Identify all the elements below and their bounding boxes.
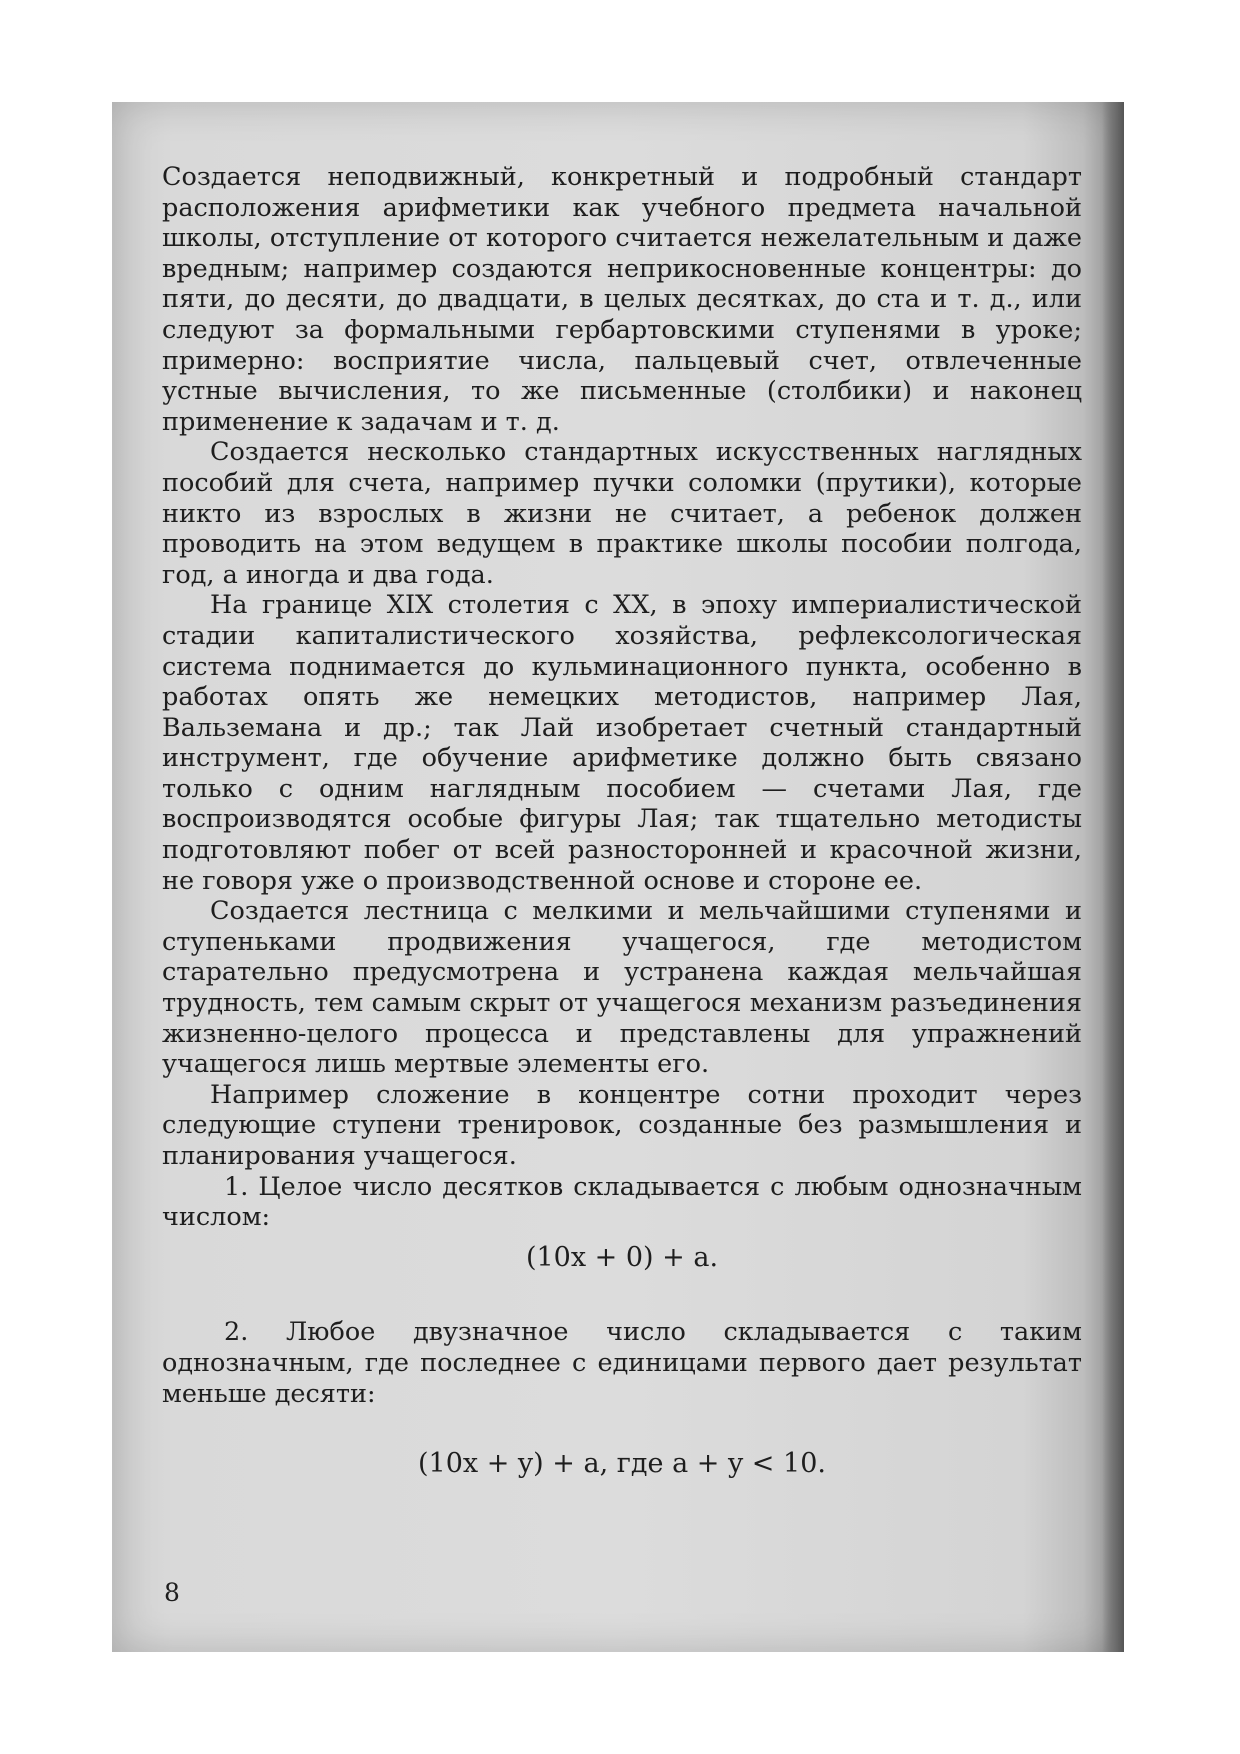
formula-2: (10x + y) + a, где a + y < 10. <box>418 1448 826 1480</box>
paragraph-5: Например сложение в концентре сотни проходит через следующие ступени тренировок, созданные без размышления и планирования учащегося. <box>162 1079 1082 1171</box>
paragraph-4: Создается лестница с мелкими и мельчайшими ступенями и ступеньками продвижения учащегося, где методистом старательно предусмотрена и устранена каждая мельчайшая трудность, тем самым скрыт от учащегося механизм разъединения жизненно-целого процесса и представлены для упражнений учащегося лишь мертвые элементы его. <box>162 896 1082 1080</box>
page-body <box>162 162 1082 1480</box>
paragraph-1: Создается неподвижный, конкретный и подробный стандарт расположения арифметики как учебного предмета начальной школы, отступление от которого считается нежелательным и даже вредным; например создаются неприкосновенные концентры: до пяти, до десяти, до двадцати, в целых десятках, до ста и т. д., или следуют за формальными гербартовскими ступенями в уроке; примерно: восприятие числа, пальцевый счет, отвлеченные устные вычисления, то же письменные (столбики) и наконец применение к задачам и т. д. <box>162 162 1082 437</box>
list-item-1: 1. Целое число десятков складывается с любым однозначным числом: <box>162 1171 1082 1233</box>
book-spine-shadow <box>1102 102 1124 1652</box>
paragraph-2: Создается несколько стандартных искусственных наглядных пособий для счета, например пучки соломки (прутики), которые никто из взрослых в жизни не считает, а ребенок должен проводить на этом ведущем в практике школы пособии полгода, год, а иногда и два года. <box>162 437 1082 590</box>
scanned-page <box>112 102 1124 1652</box>
list-item-2: 2. Любое двузначное число складывается с таким однозначным, где последнее с единицами первого дает результат меньше десяти: <box>162 1317 1082 1409</box>
page-number: 8 <box>164 1578 180 1607</box>
paragraph-3: На границе XIX столетия с XX, в эпоху империалистической стадии капиталистического хозяйства, рефлексологическая система поднимается до кульминационного пункта, особенно в работах опять же немецких методистов, например Лая, Вальземана и др.; так Лай изобретает счетный стандартный инструмент, где обучение арифметике должно быть связано только с одним наглядным пособием — счетами Лая, где воспроизводятся особые фигуры Лая; так тщательно методисты подготовляют побег от всей разносторонней и красочной жизни, не говоря уже о производственной основе и стороне ее. <box>162 590 1082 896</box>
formula-1: (10x + 0) + a. <box>525 1241 719 1273</box>
